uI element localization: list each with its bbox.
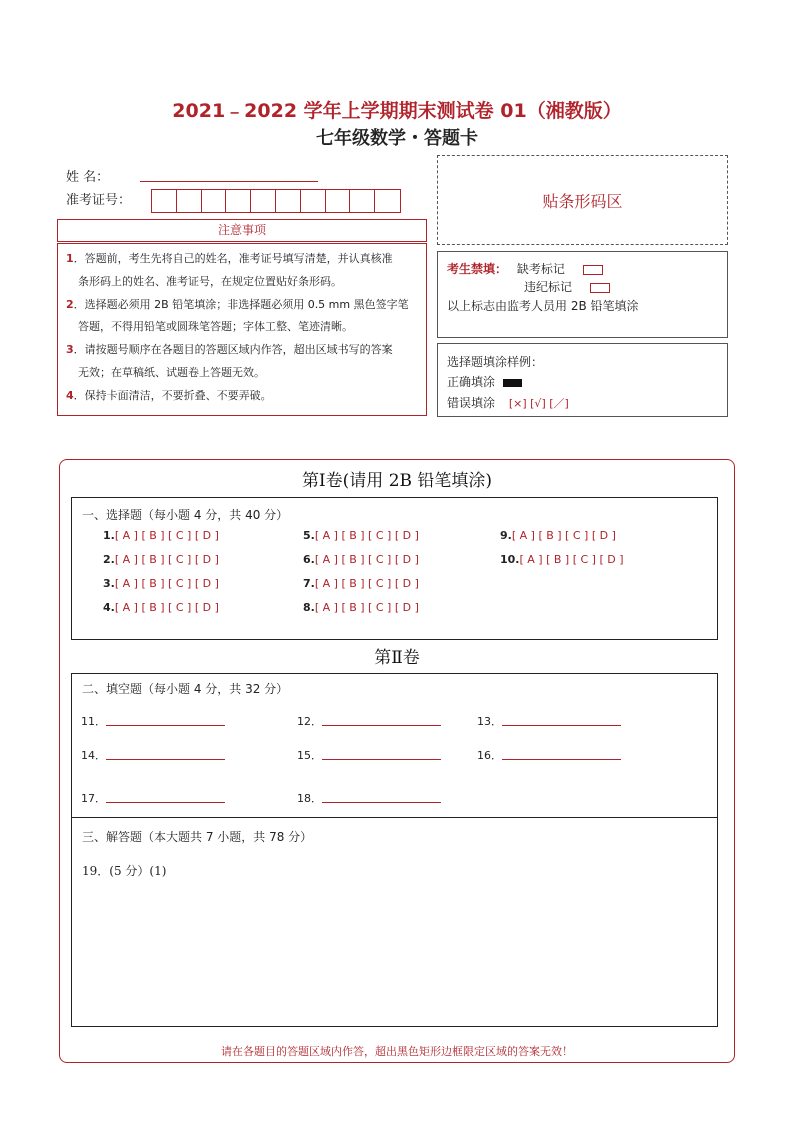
choice-q9[interactable]: 9.[ A ] [ B ] [ C ] [ D ] <box>500 529 616 542</box>
id-digit-box[interactable] <box>375 190 400 212</box>
barcode-area <box>437 155 728 245</box>
notice-item: 2．选择题必须用 2B 铅笔填涂；非选择题必须用 0.5 mm 黑色签字笔 <box>66 297 409 311</box>
forbid-label: 考生禁填： <box>447 262 508 276</box>
id-digit-box[interactable] <box>350 190 375 212</box>
fill-q14-line[interactable] <box>106 758 225 760</box>
forbid-note: 以上标志由监考人员用 2B 铅笔填涂 <box>447 299 639 313</box>
fill-section <box>71 673 718 818</box>
id-digit-box[interactable] <box>226 190 251 212</box>
exam-id-boxes[interactable] <box>151 189 401 213</box>
answer-card-subtitle: 七年级数学・答题卡 <box>316 128 478 149</box>
choice-q4[interactable]: 4.[ A ] [ B ] [ C ] [ D ] <box>103 601 219 614</box>
correct-fill-label: 正确填涂 <box>447 375 496 389</box>
fill-q16-num: 16． <box>477 749 502 762</box>
notice-item-cont: 答题，不得用铅笔或圆珠笔答题；字体工整、笔迹清晰。 <box>78 320 353 334</box>
fill-q11-num: 11． <box>81 715 106 728</box>
id-digit-box[interactable] <box>251 190 276 212</box>
exam-title: 2021﹣2022 学年上学期期末测试卷 01（湘教版） <box>172 100 622 122</box>
id-digit-box[interactable] <box>301 190 326 212</box>
solve-section[interactable] <box>71 817 718 1027</box>
examiner-only-box <box>437 251 728 338</box>
id-digit-box[interactable] <box>177 190 202 212</box>
notice-item-cont: 无效；在草稿纸、试题卷上答题无效。 <box>78 365 265 379</box>
id-digit-box[interactable] <box>202 190 227 212</box>
violation-mark-label: 违纪标记 <box>524 280 573 294</box>
id-digit-box[interactable] <box>326 190 351 212</box>
part2-title: 第Ⅱ卷 <box>374 648 420 668</box>
fill-q17-num: 17． <box>81 792 106 805</box>
fill-q11-line[interactable] <box>106 724 225 726</box>
footer-warning: 请在各题目的答题区域内作答，超出黑色矩形边框限定区域的答案无效！ <box>221 1045 573 1058</box>
solve-section-title: 三、解答题（本大题共 7 小题，共 78 分） <box>82 830 313 844</box>
notice-item: 4．保持卡面清洁，不要折叠、不要弄破。 <box>66 388 272 402</box>
choice-q5[interactable]: 5.[ A ] [ B ] [ C ] [ D ] <box>303 529 419 542</box>
correct-fill-mark <box>503 379 522 387</box>
choice-q3[interactable]: 3.[ A ] [ B ] [ C ] [ D ] <box>103 577 219 590</box>
choice-q8[interactable]: 8.[ A ] [ B ] [ C ] [ D ] <box>303 601 419 614</box>
notice-item: 1．答题前，考生先将自己的姓名，准考证号填写清楚，并认真核准 <box>66 252 393 265</box>
part1-title: 第Ⅰ卷(请用 2B 铅笔填涂) <box>301 471 493 491</box>
id-digit-box[interactable] <box>152 190 177 212</box>
fill-q13-line[interactable] <box>502 724 621 726</box>
sample-title: 选择题填涂样例： <box>447 355 544 369</box>
id-digit-box[interactable] <box>276 190 301 212</box>
choice-section-title: 一、选择题（每小题 4 分，共 40 分） <box>82 508 289 522</box>
absent-mark-label: 缺考标记 <box>516 262 565 276</box>
fill-q12-line[interactable] <box>322 724 441 726</box>
choice-q2[interactable]: 2.[ A ] [ B ] [ C ] [ D ] <box>103 553 219 566</box>
choice-q10[interactable]: 10.[ A ] [ B ] [ C ] [ D ] <box>500 553 624 566</box>
choice-section <box>71 497 718 640</box>
fill-q16-line[interactable] <box>502 758 621 760</box>
fill-q18-num: 18． <box>297 792 322 805</box>
question-19-label: 19．(5 分）(1) <box>82 864 167 878</box>
fill-q18-line[interactable] <box>322 801 441 803</box>
fill-q13-num: 13． <box>477 715 502 728</box>
notice-list <box>57 243 427 416</box>
fill-q14-num: 14． <box>81 749 106 762</box>
absent-mark-box[interactable] <box>583 265 603 275</box>
choice-q1[interactable]: 1.[ A ] [ B ] [ C ] [ D ] <box>103 529 219 542</box>
wrong-fill-label: 错误填涂 <box>447 396 496 410</box>
notice-heading: 注意事项 <box>57 219 427 242</box>
notice-item: 3．请按题号顺序在各题目的答题区域内作答，超出区域书写的答案 <box>66 343 393 357</box>
choice-q7[interactable]: 7.[ A ] [ B ] [ C ] [ D ] <box>303 577 419 590</box>
barcode-label: 贴条形码区 <box>542 191 623 211</box>
fill-q15-line[interactable] <box>322 758 441 760</box>
fill-q17-line[interactable] <box>106 801 225 803</box>
name-field[interactable] <box>140 180 318 182</box>
notice-item-cont: 条形码上的姓名、准考证号，在规定位置贴好条形码。 <box>78 274 342 288</box>
fill-q15-num: 15． <box>297 749 322 762</box>
violation-mark-box[interactable] <box>590 283 610 293</box>
fill-section-title: 二、填空题（每小题 4 分，共 32 分） <box>82 682 289 696</box>
exam-id-label: 准考证号： <box>66 193 132 208</box>
wrong-fill-marks: [×] [√] [／] <box>508 397 569 410</box>
fill-sample-box <box>437 343 728 417</box>
choice-q6[interactable]: 6.[ A ] [ B ] [ C ] [ D ] <box>303 553 419 566</box>
fill-q12-num: 12． <box>297 715 322 728</box>
name-label: 姓 名： <box>66 170 110 185</box>
